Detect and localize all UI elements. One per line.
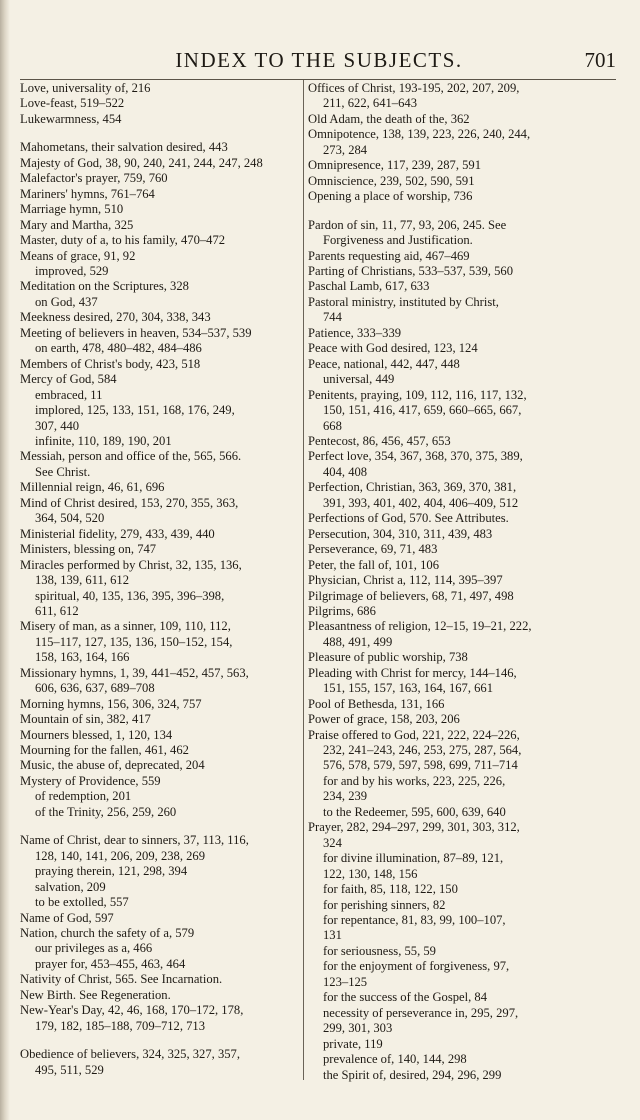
index-subentry xyxy=(308,805,584,820)
index-entry xyxy=(20,1003,300,1034)
index-entry-line: Name of God, 597 xyxy=(20,910,114,925)
index-entry-line: 179, 182, 185–188, 709–712, 713 xyxy=(35,1018,206,1033)
index-entry xyxy=(20,156,300,171)
index-entry-line: for divine illumination, 87–89, 121, xyxy=(323,851,504,866)
index-subentry xyxy=(20,805,300,820)
index-entry-line: 122, 130, 148, 156 xyxy=(323,866,418,881)
index-subentry xyxy=(308,959,584,990)
index-entry-line: implored, 125, 133, 151, 168, 176, 249, xyxy=(35,403,235,418)
index-entry-line: Love, universality of, 216 xyxy=(20,81,151,95)
index-entry-line: for the enjoyment of forgiveness, 97, xyxy=(323,959,510,974)
index-entry-line: Omnipotence, 138, 139, 223, 226, 240, 244, xyxy=(308,127,531,142)
index-entry xyxy=(20,542,300,557)
index-entry-line: spiritual, 40, 135, 136, 395, 396–398, xyxy=(35,588,225,603)
index-entry-line: Paschal Lamb, 617, 633 xyxy=(308,279,430,294)
index-entry-line: New-Year's Day, 42, 46, 168, 170–172, 178, xyxy=(20,1003,244,1018)
index-entry-line: prayer for, 453–455, 463, 464 xyxy=(35,956,186,971)
index-entry-line: Pleading with Christ for mercy, 144–146, xyxy=(308,665,517,680)
index-entry-line: Mourning for the fallen, 461, 462 xyxy=(20,743,189,758)
index-entry-line: Pilgrims, 686 xyxy=(308,603,376,618)
index-subentry xyxy=(20,864,300,879)
index-entry-line: for faith, 85, 118, 122, 150 xyxy=(323,882,458,897)
index-entry-line: Mercy of God, 584 xyxy=(20,372,117,387)
index-entry-line: on God, 437 xyxy=(35,294,98,309)
index-entry xyxy=(308,619,584,650)
index-subentry xyxy=(20,957,300,972)
index-entry-line: 488, 491, 499 xyxy=(323,634,393,649)
index-entry-line: of redemption, 201 xyxy=(35,789,132,804)
index-entry-line: Misery of man, as a sinner, 109, 110, 112, xyxy=(20,619,231,634)
index-entry-line: praying therein, 121, 298, 394 xyxy=(35,864,188,879)
index-entry-line: 131 xyxy=(323,928,342,943)
index-entry-line: 138, 139, 611, 612 xyxy=(35,573,129,588)
index-subentry xyxy=(308,1068,584,1083)
index-entry-line: Mind of Christ desired, 153, 270, 355, 363, xyxy=(20,495,239,510)
index-entry-line: for the success of the Gospel, 84 xyxy=(323,990,488,1005)
index-subentry xyxy=(20,895,300,910)
header-rule xyxy=(20,79,616,80)
index-entry-line: Persecution, 304, 310, 311, 439, 483 xyxy=(308,526,493,541)
index-entry-line: Music, the abuse of, deprecated, 204 xyxy=(20,758,205,773)
index-entry-line: Miracles performed by Christ, 32, 135, 136, xyxy=(20,557,242,572)
index-entry-line: 495, 511, 529 xyxy=(35,1062,104,1077)
index-entry-line: Master, duty of a, to his family, 470–472 xyxy=(20,233,226,248)
index-entry-line: for repentance, 81, 83, 99, 100–107, xyxy=(323,913,506,928)
index-entry-line: Offices of Christ, 193-195, 202, 207, 209, xyxy=(308,81,520,95)
index-entry xyxy=(308,650,584,665)
index-entry xyxy=(20,619,300,665)
index-entry-line: Omniscience, 239, 502, 590, 591 xyxy=(308,173,475,188)
index-entry-line: 232, 241–243, 246, 253, 275, 287, 564, xyxy=(323,743,522,758)
index-entry xyxy=(308,527,584,542)
index-entry-line: 307, 440 xyxy=(35,418,80,433)
index-entry xyxy=(20,988,300,1003)
index-entry-line: Old Adam, the death of the, 362 xyxy=(308,111,470,126)
index-entry-line: private, 119 xyxy=(323,1036,383,1051)
index-entry xyxy=(20,140,300,155)
index-entry-line: 324 xyxy=(323,835,342,850)
index-entry-line: Mystery of Providence, 559 xyxy=(20,773,161,788)
index-entry-line: Power of grace, 158, 203, 206 xyxy=(308,712,460,727)
index-entry-line: 606, 636, 637, 689–708 xyxy=(35,681,155,696)
index-entry-line: necessity of perseverance in, 295, 297, xyxy=(323,1005,519,1020)
index-entry-line: Perseverance, 69, 71, 483 xyxy=(308,542,438,557)
index-entry-line: Members of Christ's body, 423, 518 xyxy=(20,356,201,371)
index-entry-line: Patience, 333–339 xyxy=(308,325,402,340)
index-entry xyxy=(308,158,584,173)
index-entry xyxy=(308,820,584,851)
index-entry-line: Pilgrimage of believers, 68, 71, 497, 498 xyxy=(308,588,514,603)
index-subentry xyxy=(308,1037,584,1052)
index-entry xyxy=(308,81,584,112)
index-entry-line: universal, 449 xyxy=(323,372,395,387)
index-entry-line: Malefactor's prayer, 759, 760 xyxy=(20,171,168,186)
index-subentry xyxy=(308,990,584,1005)
index-subentry xyxy=(308,851,584,882)
index-entry-line: Perfect love, 354, 367, 368, 370, 375, 389, xyxy=(308,449,523,464)
index-entry-line: Nation, church the safety of a, 579 xyxy=(20,926,195,941)
index-entry xyxy=(20,774,300,789)
index-entry xyxy=(308,712,584,727)
index-entry xyxy=(308,326,584,341)
index-entry xyxy=(20,1047,300,1078)
index-entry-line: for and by his works, 223, 225, 226, xyxy=(323,773,506,788)
index-subentry xyxy=(20,341,300,356)
index-entry-line: 391, 393, 401, 402, 404, 406–409, 512 xyxy=(323,495,519,510)
index-entry xyxy=(20,666,300,697)
index-subentry xyxy=(308,774,584,805)
index-entry-line: infinite, 110, 189, 190, 201 xyxy=(35,433,172,448)
index-column-left xyxy=(20,81,300,1078)
index-entry-line: for seriousness, 55, 59 xyxy=(323,943,436,958)
index-entry-line: on earth, 478, 480–482, 484–486 xyxy=(35,341,202,356)
index-entry-line: 128, 140, 141, 206, 209, 238, 269 xyxy=(35,848,206,863)
index-entry-line: 151, 155, 157, 163, 164, 167, 661 xyxy=(323,681,494,696)
index-subentry xyxy=(20,434,300,449)
index-subentry xyxy=(20,589,300,620)
index-entry-line: to be extolled, 557 xyxy=(35,895,129,910)
index-entry xyxy=(308,589,584,604)
index-entry-line: Peace, national, 442, 447, 448 xyxy=(308,356,460,371)
index-entry-line: Perfections of God, 570. See Attributes. xyxy=(308,511,509,526)
page-title: INDEX TO THE SUBJECTS. xyxy=(175,48,463,72)
index-entry xyxy=(20,81,300,96)
column-divider xyxy=(303,80,304,1080)
index-entry xyxy=(308,127,584,158)
index-entry-line: 364, 504, 520 xyxy=(35,511,105,526)
index-subentry xyxy=(20,880,300,895)
index-entry-line: Pool of Bethesda, 131, 166 xyxy=(308,696,445,711)
index-entry xyxy=(308,295,584,326)
index-entry-line: Missionary hymns, 1, 39, 441–452, 457, 563, xyxy=(20,665,249,680)
index-entry xyxy=(20,697,300,712)
page-header xyxy=(22,48,616,82)
index-entry xyxy=(20,310,300,325)
index-entry-line: Name of Christ, dear to sinners, 37, 113, 116, xyxy=(20,833,249,848)
index-entry xyxy=(308,604,584,619)
index-entry-line: Nativity of Christ, 565. See Incarnation. xyxy=(20,972,223,987)
index-entry-line: Peace with God desired, 123, 124 xyxy=(308,341,478,356)
index-entry xyxy=(308,279,584,294)
index-entry-line: Lukewarmness, 454 xyxy=(20,111,122,126)
index-entry xyxy=(20,372,300,387)
index-entry-line: Omnipresence, 117, 239, 287, 591 xyxy=(308,158,482,173)
index-entry-line: Millennial reign, 46, 61, 696 xyxy=(20,480,165,495)
index-entry xyxy=(308,434,584,449)
index-entry-line: 234, 239 xyxy=(323,789,368,804)
index-entry xyxy=(20,187,300,202)
index-entry-line: Parents requesting aid, 467–469 xyxy=(308,248,470,263)
index-subentry xyxy=(20,295,300,310)
index-entry-line: Meekness desired, 270, 304, 338, 343 xyxy=(20,310,211,325)
index-entry xyxy=(20,728,300,743)
index-entry xyxy=(308,249,584,264)
index-entry-line: Meeting of believers in heaven, 534–537, 539 xyxy=(20,325,252,340)
index-entry-line: salvation, 209 xyxy=(35,879,106,894)
index-entry-line: Prayer, 282, 294–297, 299, 301, 303, 312, xyxy=(308,820,520,835)
index-entry xyxy=(20,833,300,864)
index-entry-line: Ministers, blessing on, 747 xyxy=(20,542,157,557)
index-entry xyxy=(308,357,584,372)
index-entry-line: Penitents, praying, 109, 112, 116, 117, 132, xyxy=(308,387,527,402)
index-entry xyxy=(308,388,584,434)
index-subentry xyxy=(308,944,584,959)
index-entry-line: New Birth. See Regeneration. xyxy=(20,987,171,1002)
index-entry-line: 611, 612 xyxy=(35,603,79,618)
index-entry xyxy=(20,743,300,758)
index-entry-line: Marriage hymn, 510 xyxy=(20,202,124,217)
index-entry-line: embraced, 11 xyxy=(35,387,103,402)
index-entry-line: 211, 622, 641–643 xyxy=(323,96,417,111)
index-entry-line: our privileges as a, 466 xyxy=(35,941,153,956)
index-entry xyxy=(20,218,300,233)
index-entry-line: Messiah, person and office of the, 565, 566. xyxy=(20,449,242,464)
index-entry xyxy=(20,249,300,264)
index-entry xyxy=(308,112,584,127)
index-subentry xyxy=(308,913,584,944)
index-entry-line: Praise offered to God, 221, 222, 224–226, xyxy=(308,727,520,742)
index-entry-line: Mourners blessed, 1, 120, 134 xyxy=(20,727,173,742)
index-entry-line: Pleasantness of religion, 12–15, 19–21, 222, xyxy=(308,619,532,634)
index-entry xyxy=(20,449,300,480)
index-entry xyxy=(308,189,584,204)
index-entry-line: Mary and Martha, 325 xyxy=(20,217,134,232)
index-entry-line: Forgiveness and Justification. xyxy=(323,233,473,248)
index-subentry xyxy=(20,388,300,403)
index-column-right xyxy=(308,81,584,1083)
index-entry-line: 744 xyxy=(323,310,342,325)
index-entry xyxy=(20,496,300,527)
index-subentry xyxy=(20,941,300,956)
index-entry xyxy=(308,573,584,588)
index-entry-line: Mountain of sin, 382, 417 xyxy=(20,712,151,727)
index-entry-line: 273, 284 xyxy=(323,142,368,157)
index-entry xyxy=(20,972,300,987)
index-entry xyxy=(308,666,584,697)
index-subentry xyxy=(308,882,584,897)
index-entry-line: of the Trinity, 256, 259, 260 xyxy=(35,804,177,819)
index-entry-line: 668 xyxy=(323,418,342,433)
index-entry-line: Obedience of believers, 324, 325, 327, 357, xyxy=(20,1047,240,1062)
index-entry-line: Majesty of God, 38, 90, 240, 241, 244, 247, 248 xyxy=(20,155,263,170)
index-entry xyxy=(20,480,300,495)
index-entry xyxy=(308,728,584,774)
index-entry-line: 299, 301, 303 xyxy=(323,1021,393,1036)
index-entry-line: 115–117, 127, 135, 136, 150–152, 154, xyxy=(35,634,233,649)
index-subentry xyxy=(308,898,584,913)
index-entry xyxy=(308,542,584,557)
index-entry xyxy=(308,480,584,511)
page-number: 701 xyxy=(584,48,616,72)
index-entry-line: prevalence of, 140, 144, 298 xyxy=(323,1052,467,1067)
index-entry-line: Mariners' hymns, 761–764 xyxy=(20,186,155,201)
index-entry xyxy=(20,558,300,589)
index-entry-line: Pleasure of public worship, 738 xyxy=(308,650,468,665)
index-entry xyxy=(308,697,584,712)
index-subentry xyxy=(20,403,300,434)
index-entry-line: Pastoral ministry, instituted by Christ, xyxy=(308,294,499,309)
index-entry xyxy=(308,511,584,526)
index-entry-line: 158, 163, 164, 166 xyxy=(35,650,130,665)
index-entry-line: improved, 529 xyxy=(35,263,109,278)
index-subentry xyxy=(308,1006,584,1037)
index-entry-line: Perfection, Christian, 363, 369, 370, 381, xyxy=(308,480,517,495)
index-entry-line: Means of grace, 91, 92 xyxy=(20,248,136,263)
index-entry xyxy=(308,341,584,356)
index-entry-line: Opening a place of worship, 736 xyxy=(308,189,473,204)
index-entry-line: 150, 151, 416, 417, 659, 660–665, 667, xyxy=(323,403,522,418)
index-entry-line: See Christ. xyxy=(35,464,91,479)
index-entry-line: Parting of Christians, 533–537, 539, 560 xyxy=(308,263,513,278)
index-entry-line: Mahometans, their salvation desired, 443 xyxy=(20,140,228,155)
index-entry xyxy=(20,326,300,341)
index-entry-line: Love-feast, 519–522 xyxy=(20,96,125,111)
index-entry-line: for perishing sinners, 82 xyxy=(323,897,446,912)
index-subentry xyxy=(308,372,584,387)
page-binding-edge xyxy=(0,0,10,1120)
index-entry-line: 123–125 xyxy=(323,974,368,989)
index-subentry xyxy=(308,1052,584,1067)
index-entry xyxy=(308,174,584,189)
index-entry-line: 576, 578, 579, 597, 598, 699, 711–714 xyxy=(323,758,518,773)
index-entry xyxy=(308,558,584,573)
index-entry xyxy=(20,527,300,542)
index-entry-line: Ministerial fidelity, 279, 433, 439, 440 xyxy=(20,526,215,541)
index-entry xyxy=(20,926,300,941)
index-subentry xyxy=(20,789,300,804)
index-subentry xyxy=(20,264,300,279)
index-entry xyxy=(20,758,300,773)
index-entry-line: the Spirit of, desired, 294, 296, 299 xyxy=(323,1067,502,1082)
index-entry-line: Pardon of sin, 11, 77, 93, 206, 245. See xyxy=(308,217,507,232)
index-entry xyxy=(308,218,584,249)
index-entry xyxy=(20,112,300,127)
index-entry xyxy=(20,712,300,727)
index-entry xyxy=(20,171,300,186)
index-entry xyxy=(20,279,300,294)
index-entry xyxy=(20,202,300,217)
index-entry-line: Pentecost, 86, 456, 457, 653 xyxy=(308,433,451,448)
index-entry xyxy=(20,911,300,926)
index-entry-line: 404, 408 xyxy=(323,464,368,479)
index-entry-line: to the Redeemer, 595, 600, 639, 640 xyxy=(323,804,506,819)
index-entry xyxy=(20,96,300,111)
index-entry xyxy=(20,357,300,372)
index-entry-line: Peter, the fall of, 101, 106 xyxy=(308,557,439,572)
index-entry-line: Morning hymns, 156, 306, 324, 757 xyxy=(20,696,202,711)
index-entry xyxy=(20,233,300,248)
index-entry-line: Meditation on the Scriptures, 328 xyxy=(20,279,189,294)
index-entry-line: Physician, Christ a, 112, 114, 395–397 xyxy=(308,573,503,588)
index-entry xyxy=(308,264,584,279)
index-entry xyxy=(308,449,584,480)
